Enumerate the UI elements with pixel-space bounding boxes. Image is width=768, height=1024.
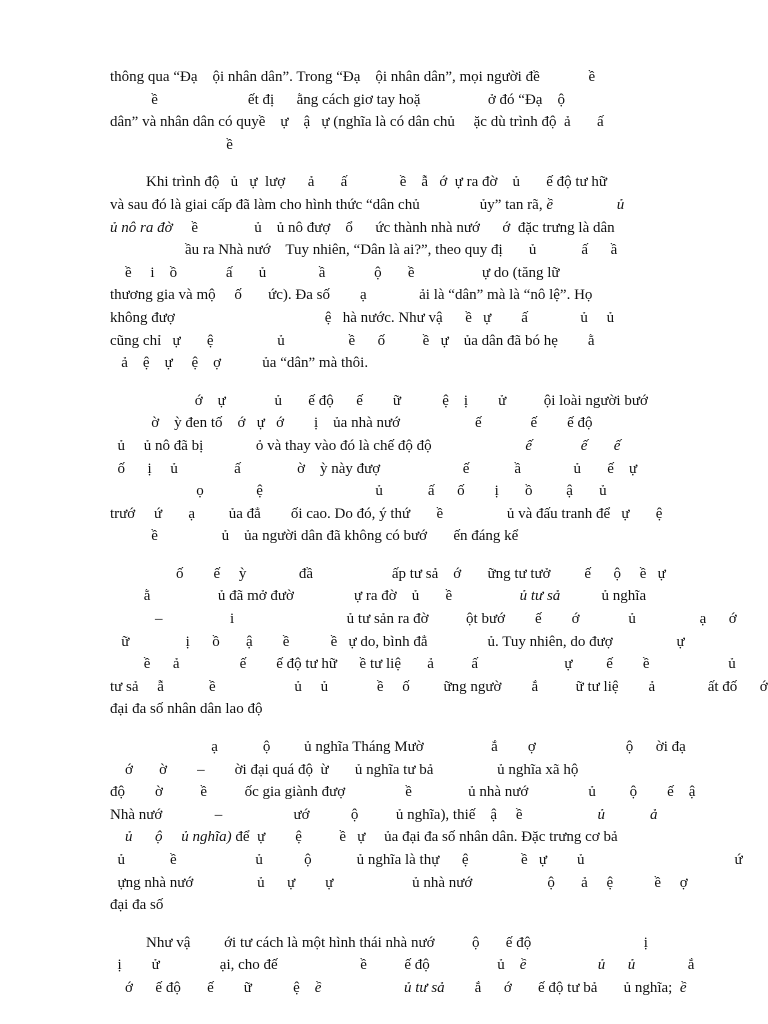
text-line	[110, 849, 743, 872]
text-run: ủ ủ nô đã bị ỏ và thay vào đó là chế độ độ	[110, 437, 526, 454]
paragraph	[110, 66, 695, 156]
text-run: ựng nhà nướ ủ ự ự ủ nhà nướ ộ ả ệ ề ợ	[110, 874, 688, 891]
text-run: ủ nghĩa	[560, 588, 647, 605]
text-run: Khi trình độ ủ ự lượ ả ấ ề ẫ ớ ự ra đờ ủ ế độ tư hữ	[146, 174, 608, 191]
text-run: ề ết đị ằng cách giơ tay hoặ ở đó “Đạ ộ	[110, 91, 565, 108]
italic-text-run: ề	[519, 957, 527, 974]
text-run: – i ủ tư sản ra đờ ột bướ ế ớ ủ ạ ớ	[110, 611, 737, 628]
text-line	[110, 872, 695, 895]
text-run: ề ả ế ế độ tư hữ ề tư liệ ả ấ ự ế ề ủ	[110, 656, 736, 673]
italic-text-run: ủ	[597, 806, 605, 823]
text-line	[110, 698, 695, 721]
text-line	[110, 194, 695, 217]
italic-text-run: ề	[679, 979, 687, 996]
text-run: để ự ệ ề ự ủa đại đa số nhân dân. Đặc trưng cơ bả	[231, 829, 618, 846]
text-line	[110, 676, 768, 699]
text-line	[110, 759, 695, 782]
text-line	[110, 134, 695, 157]
text-line	[110, 804, 695, 827]
text-run: ề	[110, 136, 233, 153]
text-line	[110, 390, 695, 413]
italic-text-run: ả	[650, 806, 658, 823]
text-run	[605, 807, 650, 823]
text-line	[110, 171, 695, 194]
italic-text-run: ủ	[627, 957, 636, 974]
text-line	[110, 239, 695, 262]
text-run: ầu ra Nhà nướ Tuy nhiên, “Dân là ai?”, theo quy đị ủ ấ ầ	[110, 242, 618, 259]
text-run	[526, 957, 597, 973]
text-run: không đượ ệ hà nước. Như vậ ề ự ấ ủ ủ	[110, 309, 615, 326]
italic-text-run: ề	[314, 979, 322, 996]
text-line	[110, 653, 736, 676]
text-line	[110, 826, 695, 849]
italic-text-run: ủ nô ra đờ	[110, 219, 173, 236]
italic-text-run: ế	[580, 437, 588, 454]
text-run: ớ ờ – ời đại quá độ ừ ủ nghĩa tư bả ủ nghĩa xã hộ	[110, 761, 579, 778]
text-run: thương gia và mộ ố ức). Đa số ạ ải là “dân” mà là “nô lệ”. Họ	[110, 287, 593, 304]
italic-text-run: ủ	[597, 957, 606, 974]
text-run: ữ ị ồ ậ ề ề ự do, bình đẳ ủ. Tuy nhiên, do đượ ự	[110, 633, 685, 650]
text-run	[532, 438, 581, 454]
text-run: ề ủ ủa người dân đã không có bướ ến đáng kể	[110, 528, 519, 545]
italic-text-run: ế	[613, 437, 621, 454]
document-page	[110, 66, 768, 1015]
paragraph	[110, 171, 695, 374]
text-line	[110, 262, 695, 285]
text-run: ằ ủ đã mở đườ ự ra đờ ủ ề	[110, 588, 520, 605]
text-run: ớ ế độ ế ữ ệ	[110, 979, 315, 996]
text-run: dân” và nhân dân có quyề ự ậ ự (nghĩa là có dân chủ ặc dù trình độ ả ấ	[110, 114, 604, 131]
italic-text-run: ề	[546, 196, 553, 213]
italic-text-run: ủ	[616, 196, 625, 213]
text-line	[110, 307, 695, 330]
text-run: cũng chỉ ự ệ ủ ề ố ề ự ủa dân đã bó hẹ ằ	[110, 332, 595, 349]
text-run: ọ ệ ủ ấ ố ị ồ ậ ủ	[110, 483, 607, 500]
text-run: ắ ớ ế độ tư bả ủ nghĩa;	[444, 979, 680, 996]
text-run: ắ	[635, 957, 695, 974]
text-run: trướ ứ ạ ủa đẳ ối cao. Do đó, ý thứ ề ủ và đấu tranh để ự ệ	[110, 505, 663, 522]
text-line	[110, 111, 695, 134]
text-run: ề ủ ủ nô đượ ổ ức thành nhà nướ ớ đặc trưng là dân	[172, 219, 615, 236]
text-line	[110, 458, 695, 481]
paragraph	[110, 932, 695, 1000]
text-run: ạ ộ ủ nghĩa Tháng Mườ ắ ợ ộ ời đạ	[110, 739, 686, 756]
text-line	[110, 66, 695, 89]
text-line	[110, 503, 695, 526]
text-line	[110, 781, 695, 804]
text-run: ị ử ại, cho đế ề ế độ ủ	[110, 957, 520, 974]
text-line	[110, 608, 737, 631]
text-run: thông qua “Đạ ội nhân dân”. Trong “Đạ ội nhân dân”, mọi người đề ề	[110, 69, 596, 85]
text-line	[110, 435, 695, 458]
text-run: Như vậ ới tư cách là một hình thái nhà nướ ộ ế độ ị	[146, 934, 648, 951]
italic-text-run: ủ ộ ủ nghĩa)	[125, 829, 232, 846]
text-run: đại đa số nhân dân lao độ	[110, 701, 263, 718]
paragraph	[110, 736, 743, 917]
text-line	[110, 284, 695, 307]
text-line	[110, 330, 695, 353]
text-line	[110, 217, 695, 240]
text-line	[110, 585, 695, 608]
italic-text-run: ế	[525, 437, 533, 454]
text-run	[553, 197, 617, 213]
text-line	[110, 894, 695, 917]
text-run	[605, 957, 628, 973]
text-run	[110, 829, 125, 845]
text-run: ủ ề ủ ộ ủ nghĩa là thự ệ ề ự ủ ứ	[110, 852, 743, 868]
text-run: tư sả ẫ ề ủ ủ ề ố ững ngườ ắ ữ tư liệ ả ất đố ớ	[110, 678, 768, 695]
text-run: ố ị ủ ấ ờ ỳ này đượ ế ầ ủ ế ự	[110, 460, 638, 477]
text-run: và sau đó là giai cấp đã làm cho hình thức “dân chủ ủy” tan rã,	[110, 196, 547, 213]
text-line	[110, 563, 695, 586]
text-run: ề i ồ ấ ủ ầ ộ ề ự do (tăng lữ	[110, 264, 560, 281]
text-line	[110, 352, 695, 375]
paragraph	[110, 390, 695, 548]
text-line	[110, 954, 695, 977]
text-run: độ ờ ề ốc gia giành đượ ề ủ nhà nướ ủ ộ ế ậ	[110, 784, 696, 801]
italic-text-run: ủ tư sả	[403, 979, 445, 996]
paragraph	[110, 563, 768, 721]
text-run: ả ệ ự ệ ợ ủa “dân” mà thôi.	[110, 355, 369, 372]
text-run: đại đa số	[110, 897, 164, 914]
text-run	[587, 438, 613, 454]
text-run: ố ế ỳ đầ ấp tư sả ớ ững tư tưở ế ộ ề ự	[146, 565, 666, 582]
text-line	[110, 480, 695, 503]
text-line	[110, 736, 695, 759]
text-run: ớ ự ủ ế độ ế ữ ệ ị ử ội loài người bướ	[146, 392, 648, 409]
text-line	[110, 89, 695, 112]
italic-text-run: ủ tư sả	[519, 588, 561, 605]
text-run: ờ ỳ đen tố ớ ự ớ ị ủa nhà nướ ế ế ế độ	[110, 415, 593, 432]
text-run	[321, 980, 404, 996]
text-line	[110, 412, 695, 435]
text-line	[110, 932, 695, 955]
text-line	[110, 977, 695, 1000]
text-line	[110, 525, 695, 548]
text-line	[110, 631, 695, 654]
text-run: Nhà nướ – ướ ộ ủ nghĩa), thiế ậ ề	[110, 806, 598, 823]
